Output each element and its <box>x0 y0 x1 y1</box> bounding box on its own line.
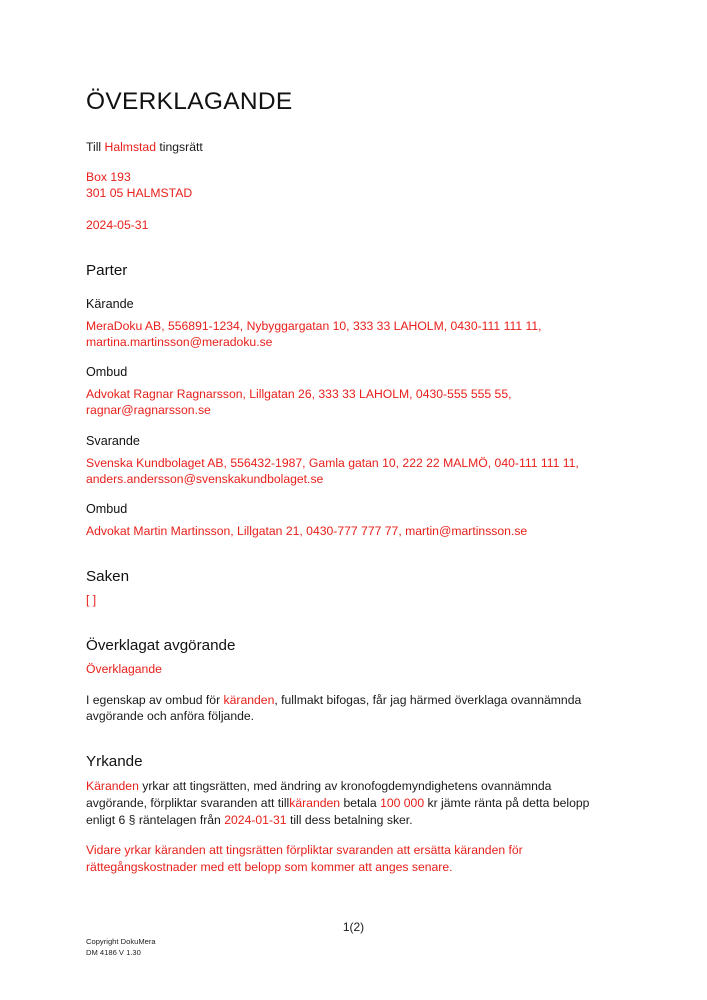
ombud1-line-1: Advokat Ragnar Ragnarsson, Lillgatan 26, 333 33 LAHOLM, 0430-555 555 55, <box>86 387 512 401</box>
text-fragment: yrkar att tingsrätten, med ändring av kronofogdemyndighetens ovannämnda <box>138 779 552 793</box>
ombud1-line-2: ragnar@ragnarsson.se <box>86 403 211 417</box>
document-title: ÖVERKLAGANDE <box>86 88 293 115</box>
yrkande-line-2 <box>86 795 589 811</box>
avgorande-paragraph-line-2: avgörande och anföra följande. <box>86 709 255 723</box>
ombud1-label: Ombud <box>86 365 128 379</box>
court-suffix: tingsrätt <box>156 140 203 154</box>
address-line-1: Box 193 <box>86 170 131 184</box>
till-prefix: Till <box>86 140 105 154</box>
avgorande-heading: Överklagat avgörande <box>86 637 236 654</box>
avgorande-value: Överklagande <box>86 662 162 676</box>
address-line-2: 301 05 HALMSTAD <box>86 186 193 200</box>
ombud2-line-1: Advokat Martin Martinsson, Lillgatan 21, 0430-777 777 77, martin@martinsson.se <box>86 524 528 538</box>
svarande-line-2: anders.andersson@svenskakundbolaget.se <box>86 472 324 486</box>
text-fragment: avgörande, förpliktar svaranden att till <box>86 796 290 810</box>
svarande-line-1: Svenska Kundbolaget AB, 556432-1987, Gamla gatan 10, 222 22 MALMÖ, 040-111 111 11, <box>86 456 579 470</box>
court-name: Halmstad <box>104 140 156 154</box>
document-date: 2024-05-31 <box>86 218 149 232</box>
text-fragment: I egenskap av ombud för <box>86 693 224 707</box>
parter-heading: Parter <box>86 262 128 279</box>
version-text: DM 4186 V 1.30 <box>86 948 141 957</box>
saken-value: [ ] <box>86 593 97 607</box>
text-fragment: kr jämte ränta på detta belopp <box>424 796 590 810</box>
ombud2-label: Ombud <box>86 502 128 516</box>
text-fragment: enligt 6 § räntelagen från <box>86 813 225 827</box>
karanden-ref: käranden <box>223 693 275 707</box>
recipient-line <box>86 139 203 155</box>
karande-label: Kärande <box>86 297 134 311</box>
interest-date: 2024-01-31 <box>224 813 287 827</box>
karande-line-2: martina.martinsson@meradoku.se <box>86 335 273 349</box>
text-fragment: , fullmakt bifogas, får jag härmed överklaga ovannämnda <box>274 693 582 707</box>
karande-line-1: MeraDoku AB, 556891-1234, Nybyggargatan 10, 333 33 LAHOLM, 0430-111 111 11, <box>86 319 542 333</box>
costs-paragraph-line-1: Vidare yrkar käranden att tingsrätten förpliktar svaranden att ersätta käranden för <box>86 843 523 857</box>
text-fragment: betala <box>340 796 381 810</box>
yrkande-heading: Yrkande <box>86 753 143 770</box>
text-fragment: till dess betalning sker. <box>286 813 413 827</box>
svarande-label: Svarande <box>86 434 140 448</box>
copyright-text: Copyright DokuMera <box>86 937 156 946</box>
karanden-ref: käranden <box>289 796 341 810</box>
costs-paragraph-line-2: rättegångskostnader med ett belopp som kommer att anges senare. <box>86 860 453 874</box>
karanden-ref: Käranden <box>86 779 139 793</box>
amount: 100 000 <box>380 796 425 810</box>
yrkande-line-1 <box>86 778 551 794</box>
yrkande-line-3 <box>86 812 413 828</box>
saken-heading: Saken <box>86 568 130 585</box>
avgorande-paragraph-line-1 <box>86 692 581 708</box>
page-number: 1(2) <box>342 920 365 934</box>
